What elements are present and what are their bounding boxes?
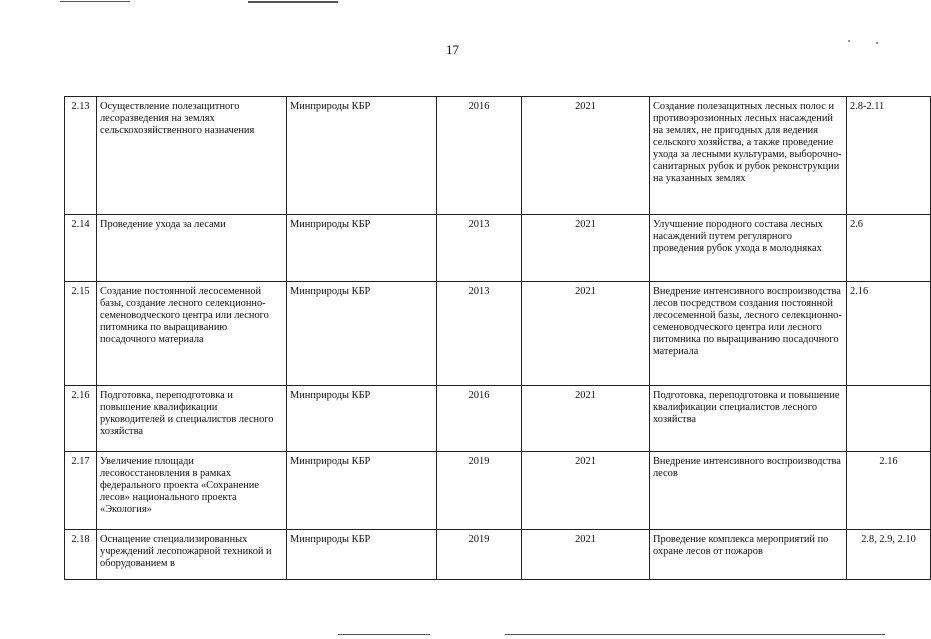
- start-year: 2013: [437, 282, 522, 386]
- measure-name: Осуществление полезащитного лесоразведения на землях сельскохозяйственного назначения: [97, 97, 287, 215]
- table-row: [65, 97, 931, 215]
- measures-table: [64, 96, 931, 580]
- measure-name: Создание постоянной лесосеменной базы, создание лесного селекционно-семеноводческого центра или лесного питомника по выращиванию посадочного материала: [97, 282, 287, 386]
- row-number: 2.18: [65, 530, 97, 580]
- linked-indicators: 2.8-2.11: [847, 97, 931, 215]
- page-number: 17: [446, 42, 459, 57]
- expected-result: Внедрение интенсивного воспроизводства лесов посредством создания постоянной лесосеменной базы, лесного селекционно-семеноводческого центра или лесного питомника по выращиванию посадочного материала: [650, 282, 847, 386]
- row-number: 2.13: [65, 97, 97, 215]
- linked-indicators: 2.16: [847, 282, 931, 386]
- table-row: [65, 215, 931, 282]
- executor: Минприроды КБР: [287, 386, 437, 452]
- table-row: [65, 530, 931, 580]
- start-year: 2016: [437, 386, 522, 452]
- start-year: 2019: [437, 530, 522, 580]
- scan-mark-top-left: [60, 1, 130, 2]
- expected-result: Подготовка, переподготовка и повышение квалификации специалистов лесного хозяйства: [650, 386, 847, 452]
- scan-mark-top-center: [248, 1, 338, 3]
- row-number: 2.16: [65, 386, 97, 452]
- measure-name: Подготовка, переподготовка и повышение квалификации руководителей и специалистов лесного хозяйства: [97, 386, 287, 452]
- measure-name: Оснащение специализированных учреждений лесопожарной техникой и оборудованием в: [97, 530, 287, 580]
- end-year: 2021: [522, 97, 650, 215]
- executor: Минприроды КБР: [287, 452, 437, 530]
- linked-indicators: 2.8, 2.9, 2.10: [847, 530, 931, 580]
- start-year: 2013: [437, 215, 522, 282]
- end-year: 2021: [522, 386, 650, 452]
- end-year: 2021: [522, 282, 650, 386]
- expected-result: Внедрение интенсивного воспроизводства лесов: [650, 452, 847, 530]
- expected-result: Улучшение породного состава лесных насаждений путем регулярного проведения рубок ухода в молодняках: [650, 215, 847, 282]
- start-year: 2016: [437, 97, 522, 215]
- linked-indicators: 2.16: [847, 452, 931, 530]
- scan-mark-bottom-left: [338, 634, 430, 635]
- end-year: 2021: [522, 452, 650, 530]
- end-year: 2021: [522, 530, 650, 580]
- table-row: [65, 452, 931, 530]
- executor: Минприроды КБР: [287, 282, 437, 386]
- scan-mark-bottom-right: [505, 634, 885, 635]
- linked-indicators: [847, 386, 931, 452]
- end-year: 2021: [522, 215, 650, 282]
- executor: Минприроды КБР: [287, 215, 437, 282]
- expected-result: Создание полезащитных лесных полос и противоэрозионных лесных насаждений на землях, не пригодных для ведения сельского хозяйства, а также проведение ухода за лесными культурами, выборочно-санитарных рубок и рубок реконструкции на указанных землях: [650, 97, 847, 215]
- table-row: [65, 282, 931, 386]
- table-row: [65, 386, 931, 452]
- executor: Минприроды КБР: [287, 97, 437, 215]
- executor: Минприроды КБР: [287, 530, 437, 580]
- measure-name: Проведение ухода за лесами: [97, 215, 287, 282]
- start-year: 2019: [437, 452, 522, 530]
- row-number: 2.17: [65, 452, 97, 530]
- row-number: 2.14: [65, 215, 97, 282]
- measure-name: Увеличение площади лесовосстановления в рамках федерального проекта «Сохранение лесов» национального проекта «Экология»: [97, 452, 287, 530]
- linked-indicators: 2.6: [847, 215, 931, 282]
- expected-result: Проведение комплекса мероприятий по охране лесов от пожаров: [650, 530, 847, 580]
- row-number: 2.15: [65, 282, 97, 386]
